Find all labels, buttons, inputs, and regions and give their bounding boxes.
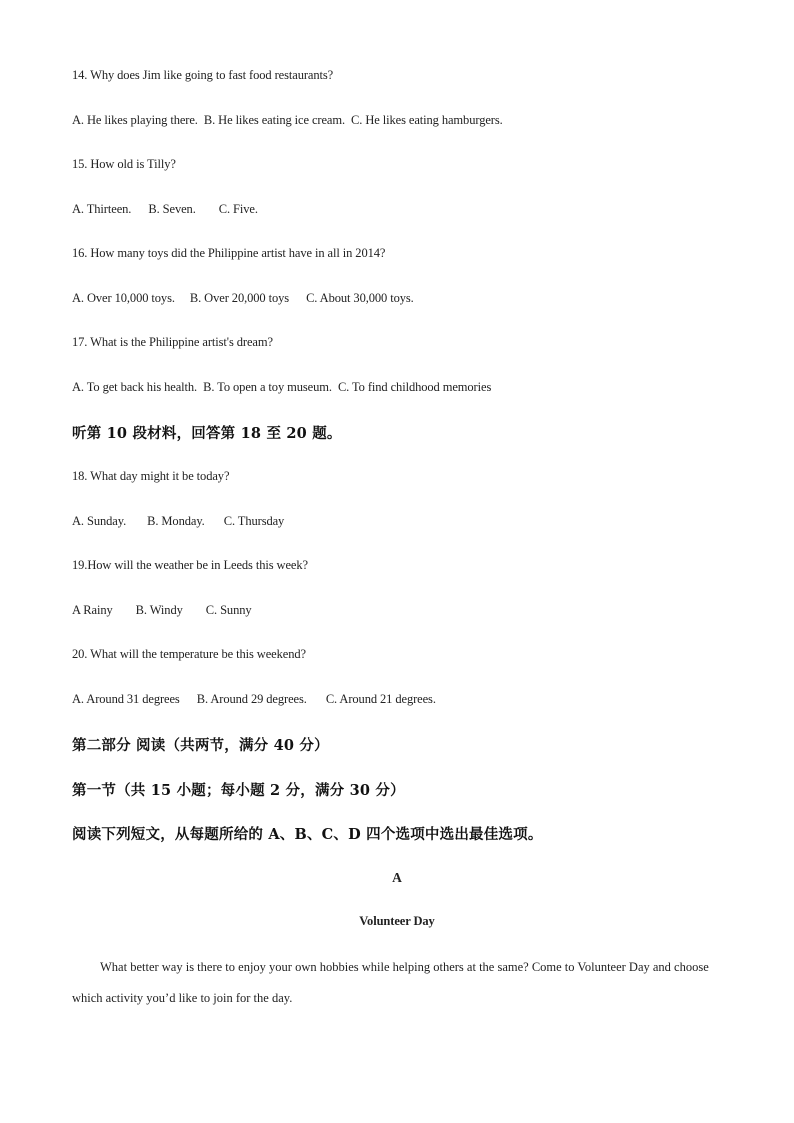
option-c: C. Around 21 degrees.: [325, 692, 436, 706]
option-c: C. About 30,000 toys.: [306, 291, 414, 305]
question-18-prompt: 18. What day might it be today?: [72, 469, 230, 483]
passage-title: Volunteer Day: [359, 914, 435, 928]
option-a: A. He likes playing there.: [72, 113, 198, 127]
reading-instruction: 阅读下列短文，从每题所给的 A、B、C、D 四个选项中选出最佳选项。: [72, 826, 543, 843]
option-c: C. To find childhood memories: [337, 380, 492, 394]
question-14-options: [72, 113, 503, 128]
question-15-options: [72, 202, 258, 217]
question-19-options: [72, 603, 252, 618]
passage-letter: A: [392, 870, 402, 885]
option-b: B. He likes eating ice cream.: [203, 113, 346, 127]
question-19-prompt: 19.How will the weather be in Leeds this week?: [72, 558, 308, 572]
question-14-prompt: 14. Why does Jim like going to fast food restaurants?: [72, 68, 334, 82]
option-a: A. Thirteen.: [72, 202, 132, 216]
option-c: C. He likes eating hamburgers.: [351, 113, 503, 127]
section-10-heading: 听第 10 段材料，回答第 18 至 20 题。: [72, 425, 342, 442]
option-a: A. Sunday.: [72, 514, 127, 528]
part-2-heading: 第二部分 阅读（共两节，满分 40 分）: [72, 737, 329, 754]
option-b: B. Over 20,000 toys: [189, 291, 290, 305]
question-16-options: [72, 291, 414, 306]
option-b: B. Around 29 degrees.: [196, 692, 307, 706]
section-1-heading: 第一节（共 15 小题；每小题 2 分，满分 30 分）: [72, 782, 405, 799]
option-a: A Rainy: [72, 603, 113, 617]
question-15-prompt: 15. How old is Tilly?: [72, 157, 176, 171]
option-a: A. Around 31 degrees: [72, 692, 180, 706]
option-b: B. Monday.: [147, 514, 205, 528]
option-a: A. To get back his health.: [72, 380, 198, 394]
option-c: C. Sunny: [205, 603, 252, 617]
option-b: B. To open a toy museum.: [203, 380, 332, 394]
passage-paragraph: What better way is there to enjoy your own hobbies while helping others at the same? Come to Volunteer Day and choose which activity you’d like to join for the day.: [72, 960, 709, 1005]
question-17-options: [72, 380, 491, 395]
option-b: B. Seven.: [148, 202, 196, 216]
option-c: C. Five.: [218, 202, 258, 216]
question-16-prompt: 16. How many toys did the Philippine artist have in all in 2014?: [72, 246, 386, 260]
option-b: B. Windy: [135, 603, 183, 617]
question-17-prompt: 17. What is the Philippine artist's dream?: [72, 335, 273, 349]
question-20-prompt: 20. What will the temperature be this weekend?: [72, 647, 306, 661]
option-c: C. Thursday: [223, 514, 285, 528]
question-18-options: [72, 514, 284, 529]
option-a: A. Over 10,000 toys.: [72, 291, 175, 305]
question-20-options: [72, 692, 436, 707]
